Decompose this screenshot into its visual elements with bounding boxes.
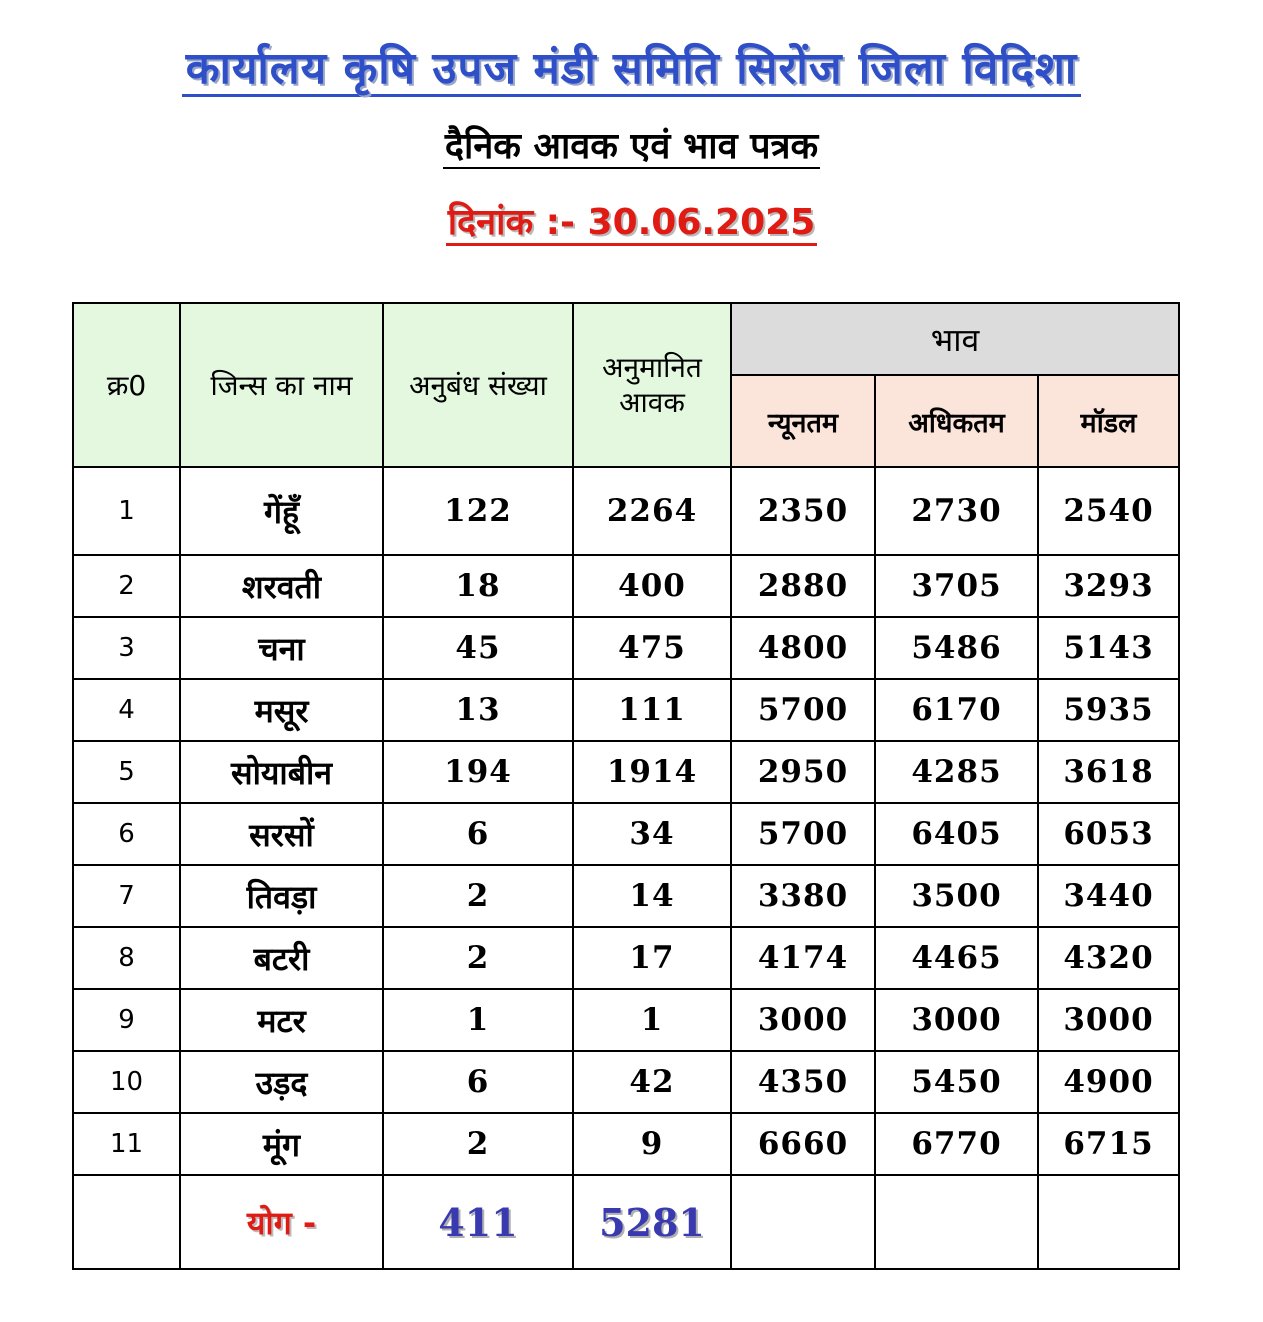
min-price-cell: 3380: [731, 865, 875, 927]
col-header-commodity: जिन्स का नाम: [180, 303, 383, 467]
office-title-text: कार्यालय कृषि उपज मंडी समिति सिरोंज जिला विदिशा: [182, 43, 1082, 97]
modal-price-cell: 3000: [1038, 989, 1179, 1051]
max-price-cell: 6770: [875, 1113, 1038, 1175]
modal-price-cell: 3293: [1038, 555, 1179, 617]
arrival-cell: 111: [573, 679, 731, 741]
table-row: [73, 989, 1179, 1051]
contracts-cell: 1: [383, 989, 573, 1051]
report-date: [0, 196, 1263, 245]
modal-price-cell: 4900: [1038, 1051, 1179, 1113]
arrival-cell: 34: [573, 803, 731, 865]
col-header-modal: मॉडल: [1038, 375, 1179, 467]
commodity-cell: सोयाबीन: [180, 741, 383, 803]
col-header-price-group: भाव: [731, 303, 1179, 375]
contracts-cell: 18: [383, 555, 573, 617]
table-row: [73, 865, 1179, 927]
total-empty-cell: [731, 1175, 875, 1269]
arrival-cell: 1: [573, 989, 731, 1051]
table-row: [73, 1113, 1179, 1175]
contracts-cell: 2: [383, 927, 573, 989]
serial-cell: 8: [73, 927, 180, 989]
col-header-max: अधिकतम: [875, 375, 1038, 467]
total-label: योग -: [180, 1175, 383, 1269]
contracts-cell: 2: [383, 1113, 573, 1175]
min-price-cell: 4350: [731, 1051, 875, 1113]
modal-price-cell: 3440: [1038, 865, 1179, 927]
modal-price-cell: 4320: [1038, 927, 1179, 989]
arrival-price-table: [72, 302, 1180, 1270]
contracts-cell: 122: [383, 467, 573, 555]
modal-price-cell: 3618: [1038, 741, 1179, 803]
commodity-cell: तिवड़ा: [180, 865, 383, 927]
arrival-cell: 42: [573, 1051, 731, 1113]
arrival-cell: 14: [573, 865, 731, 927]
max-price-cell: 3705: [875, 555, 1038, 617]
min-price-cell: 5700: [731, 803, 875, 865]
total-arrival: 5281: [573, 1175, 731, 1269]
sheet-title-text: दैनिक आवक एवं भाव पत्रक: [444, 126, 819, 167]
table-row: [73, 555, 1179, 617]
min-price-cell: 6660: [731, 1113, 875, 1175]
arrival-cell: 17: [573, 927, 731, 989]
serial-cell: 6: [73, 803, 180, 865]
total-contracts: 411: [383, 1175, 573, 1269]
commodity-cell: बटरी: [180, 927, 383, 989]
contracts-cell: 45: [383, 617, 573, 679]
max-price-cell: 3500: [875, 865, 1038, 927]
serial-cell: 3: [73, 617, 180, 679]
modal-price-cell: 6715: [1038, 1113, 1179, 1175]
serial-cell: 7: [73, 865, 180, 927]
sheet-title: [0, 120, 1263, 169]
max-price-cell: 4465: [875, 927, 1038, 989]
max-price-cell: 5486: [875, 617, 1038, 679]
arrival-cell: 2264: [573, 467, 731, 555]
commodity-cell: मसूर: [180, 679, 383, 741]
total-row: [73, 1175, 1179, 1269]
serial-cell: 10: [73, 1051, 180, 1113]
header-row-top: [73, 303, 1179, 375]
min-price-cell: 2880: [731, 555, 875, 617]
arrival-cell: 9: [573, 1113, 731, 1175]
arrival-cell: 1914: [573, 741, 731, 803]
contracts-cell: 13: [383, 679, 573, 741]
total-empty-cell: [73, 1175, 180, 1269]
serial-cell: 5: [73, 741, 180, 803]
min-price-cell: 2950: [731, 741, 875, 803]
table-row: [73, 679, 1179, 741]
min-price-cell: 5700: [731, 679, 875, 741]
serial-cell: 11: [73, 1113, 180, 1175]
table-row: [73, 927, 1179, 989]
contracts-cell: 6: [383, 803, 573, 865]
commodity-cell: मटर: [180, 989, 383, 1051]
arrival-cell: 475: [573, 617, 731, 679]
min-price-cell: 4800: [731, 617, 875, 679]
col-header-serial: क्र0: [73, 303, 180, 467]
col-header-min: न्यूनतम: [731, 375, 875, 467]
col-header-arrival: अनुमानित आवक: [573, 303, 731, 467]
total-empty-cell: [1038, 1175, 1179, 1269]
contracts-cell: 194: [383, 741, 573, 803]
modal-price-cell: 2540: [1038, 467, 1179, 555]
total-empty-cell: [875, 1175, 1038, 1269]
report-date-text: दिनांक :- 30.06.2025: [446, 202, 818, 246]
max-price-cell: 6170: [875, 679, 1038, 741]
max-price-cell: 3000: [875, 989, 1038, 1051]
contracts-cell: 2: [383, 865, 573, 927]
table-row: [73, 617, 1179, 679]
min-price-cell: 2350: [731, 467, 875, 555]
table-row: [73, 1051, 1179, 1113]
commodity-cell: सरसों: [180, 803, 383, 865]
modal-price-cell: 6053: [1038, 803, 1179, 865]
max-price-cell: 4285: [875, 741, 1038, 803]
commodity-cell: उड़द: [180, 1051, 383, 1113]
modal-price-cell: 5935: [1038, 679, 1179, 741]
serial-cell: 2: [73, 555, 180, 617]
max-price-cell: 2730: [875, 467, 1038, 555]
commodity-cell: गेंहूँ: [180, 467, 383, 555]
serial-cell: 1: [73, 467, 180, 555]
contracts-cell: 6: [383, 1051, 573, 1113]
serial-cell: 4: [73, 679, 180, 741]
office-title: [0, 36, 1263, 96]
min-price-cell: 3000: [731, 989, 875, 1051]
max-price-cell: 5450: [875, 1051, 1038, 1113]
table-row: [73, 803, 1179, 865]
table-row: [73, 467, 1179, 555]
commodity-cell: मूंग: [180, 1113, 383, 1175]
min-price-cell: 4174: [731, 927, 875, 989]
table-row: [73, 741, 1179, 803]
arrival-cell: 400: [573, 555, 731, 617]
commodity-cell: शरवती: [180, 555, 383, 617]
serial-cell: 9: [73, 989, 180, 1051]
modal-price-cell: 5143: [1038, 617, 1179, 679]
commodity-cell: चना: [180, 617, 383, 679]
max-price-cell: 6405: [875, 803, 1038, 865]
col-header-contracts: अनुबंध संख्या: [383, 303, 573, 467]
